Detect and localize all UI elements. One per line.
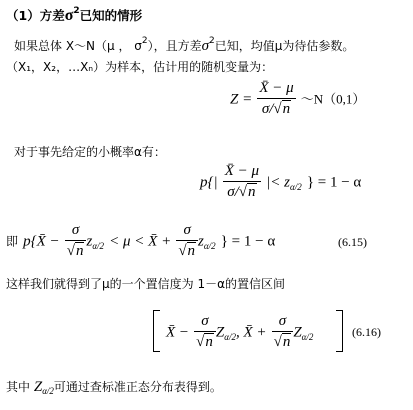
eq3-p: p{X̄ −: [23, 233, 60, 250]
eq4-frac2-num: σ: [278, 313, 287, 329]
eq1-den-n: n: [282, 101, 291, 117]
eq1-den-sigma: σ: [261, 101, 270, 117]
eq4-sub2: α/2: [301, 331, 314, 342]
interval-bracket: [153, 310, 343, 352]
intro-line-1: [14, 37, 354, 55]
intro-line-4: 这样我们就得到了μ的一个置信度为 1－α的置信区间: [6, 277, 285, 291]
eq3-z2: z: [198, 233, 204, 250]
heading-sup: 2: [73, 6, 80, 16]
closing-line: [6, 378, 222, 396]
eq4-z2: Z: [293, 324, 302, 341]
eq3-frac2-den: n: [187, 243, 196, 259]
eq2-den-n: n: [248, 184, 256, 200]
eq4-z1: Z: [215, 324, 225, 341]
equation-6-16: [166, 313, 313, 351]
line1-sup2: 2: [209, 36, 215, 46]
eq4-frac1-num: σ: [201, 313, 209, 329]
eq4-frac2-den: n: [282, 334, 291, 350]
eq3-sub2: α/2: [203, 240, 216, 251]
heading-suffix: 已知的情形: [79, 8, 143, 23]
line5-post: 可通过查标准正态分布表得到。: [53, 380, 222, 394]
eq2-rhs: } = 1 − α: [306, 174, 362, 191]
line1-part-c: 已知，均值μ为待估参数。: [214, 39, 355, 53]
eq3-rhs: } = 1 − α: [220, 233, 276, 250]
line1-sigma: σ: [201, 38, 210, 54]
eq1-rhs: ～N（0,1）: [300, 91, 366, 107]
eq4-xbar1: X̄ −: [166, 324, 190, 341]
heading-sigma: σ: [64, 7, 74, 24]
equation-6-15: [6, 222, 275, 260]
eq3-frac-2: $\frac{\sigma}{√n}$: [176, 222, 198, 260]
equation-number-6-16: (6.16): [352, 325, 381, 339]
eq3-z1: z: [86, 233, 93, 250]
heading-prefix: （1）方差: [6, 8, 65, 23]
eq4-sub1: α/2: [224, 331, 236, 342]
eq2-den-sigma: σ: [227, 184, 235, 200]
equation-standardized: [230, 80, 365, 118]
section-heading: [6, 6, 142, 25]
line5-pre: 其中: [6, 380, 31, 394]
eq1-numerator: X̄ − μ: [259, 80, 294, 96]
eq2-sub: α/2: [289, 181, 302, 192]
eq3-mid: < μ < X̄ +: [109, 233, 172, 250]
eq3-lead: 即: [6, 234, 19, 249]
line5-sub: α/2: [42, 386, 54, 396]
eq3-frac1-den: n: [75, 243, 84, 259]
eq3-frac2-num: σ: [183, 222, 191, 238]
eq3-sub1: α/2: [92, 240, 105, 251]
eq3-frac-1: $\frac{\sigma}{√n}$: [65, 222, 87, 260]
line1-part-a: 如果总体 X～N（μ ， σ: [14, 39, 142, 53]
eq3-frac1-num: σ: [71, 222, 80, 238]
eq4-frac-2: $\frac{\sigma}{√n}$: [272, 313, 294, 351]
eq1-fraction: $\frac{X̄ - \mu}{\sigma/√n}$: [259, 80, 294, 117]
line1-part-b: ），且方差: [147, 39, 202, 53]
equation-probability: [200, 163, 361, 201]
line5-z: Z: [33, 379, 43, 395]
eq2-mid: |< z: [266, 174, 290, 191]
intro-line-2: （X₁，X₂，…Xₙ）为样本，估计用的随机变量为：: [6, 60, 274, 74]
eq2-fraction: $\frac{X̄ - \mu}{\sigma/√n}$: [224, 163, 260, 200]
line1-sup1: 2: [141, 36, 148, 46]
eq4-sep: , X̄ +: [235, 324, 267, 341]
equation-number-6-15: (6.15): [338, 235, 367, 249]
eq4-frac1-den: n: [205, 334, 213, 350]
eq2-p: p{|: [200, 174, 218, 191]
eq1-lhs: Z =: [230, 91, 253, 108]
eq4-frac-1: $\frac{\sigma}{√n}$: [194, 313, 216, 351]
eq2-numerator: X̄ − μ: [224, 163, 260, 179]
intro-line-3: 对于事先给定的小概率α有：: [14, 145, 166, 159]
